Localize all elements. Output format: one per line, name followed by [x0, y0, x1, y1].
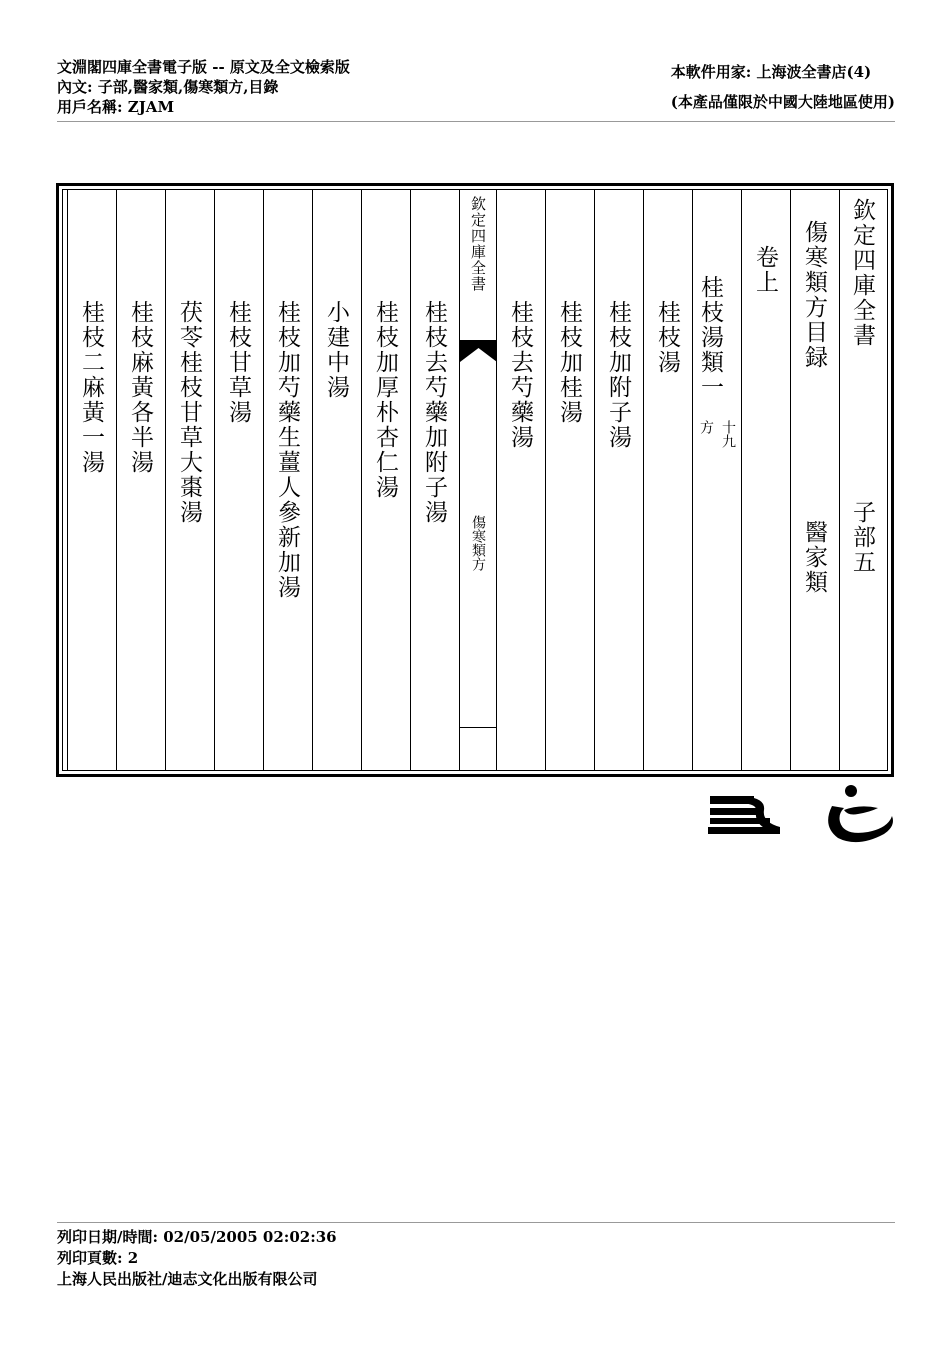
column-item	[165, 190, 214, 770]
publisher-names: 上海人民出版社/迪志文化出版有限公司	[57, 1270, 318, 1288]
column-item	[643, 190, 692, 770]
column-item	[594, 190, 643, 770]
publisher-swirl-logo-icon	[818, 782, 898, 848]
footer	[57, 1227, 337, 1290]
header-content-path: 內文: 子部,醫家類,傷寒類方,目錄	[57, 78, 279, 96]
item-entry: 桂枝加芍藥生薑人參新加湯	[274, 300, 300, 600]
item-entry: 桂枝甘草湯	[225, 300, 251, 425]
item-entry: 桂枝去芍藥湯	[507, 300, 533, 450]
print-page-count: 列印頁數: 2	[57, 1249, 139, 1267]
center-lower-rule	[460, 727, 496, 728]
footer-divider	[57, 1222, 895, 1223]
category-label: 醫家類	[801, 520, 827, 595]
column-book-title	[839, 190, 887, 770]
center-title: 欽定四庫全書	[469, 196, 487, 292]
item-entry: 桂枝加厚朴杏仁湯	[372, 300, 398, 500]
page-frame	[56, 183, 894, 777]
section-label: 子部五	[849, 500, 875, 575]
column-item	[545, 190, 594, 770]
header-right	[671, 62, 895, 112]
center-fold-column	[459, 190, 496, 770]
column-item	[67, 190, 116, 770]
print-datetime: 列印日期/時間: 02/05/2005 02:02:36	[57, 1228, 337, 1246]
fish-tail-mark	[460, 340, 497, 362]
item-entry: 桂枝加桂湯	[556, 300, 582, 425]
column-item	[496, 190, 545, 770]
column-item	[361, 190, 410, 770]
column-work-title	[790, 190, 839, 770]
center-subtitle: 傷寒類方	[470, 515, 486, 571]
work-title: 傷寒類方目録	[801, 220, 827, 370]
header-username: 用戶名稱: ZJAM	[57, 98, 175, 116]
column-item	[312, 190, 361, 770]
header-left	[57, 57, 350, 117]
publisher-book-logo-icon	[706, 782, 790, 838]
column-item	[214, 190, 263, 770]
item-entry: 桂枝湯	[654, 300, 680, 375]
item-entry: 茯苓桂枝甘草大棗湯	[176, 300, 202, 525]
header-licensee: 本軟件用家: 上海波全書店(4)	[670, 63, 872, 81]
item-entry: 桂枝二麻黃一湯	[78, 300, 104, 475]
column-group-title	[692, 190, 741, 770]
item-entry: 桂枝麻黃各半湯	[127, 300, 153, 475]
group-note-fang: 方	[698, 420, 714, 434]
column-volume	[741, 190, 790, 770]
column-item	[116, 190, 165, 770]
book-title: 欽定四庫全書	[849, 198, 875, 348]
header-edition: 文淵閣四庫全書電子版 -- 原文及全文檢索版	[57, 58, 350, 76]
header-region-notice: (本產品僅限於中國大陸地區使用)	[670, 93, 895, 111]
column-item	[410, 190, 459, 770]
column-item	[263, 190, 312, 770]
item-entry: 桂枝加附子湯	[605, 300, 631, 450]
volume-label: 卷上	[752, 245, 778, 295]
page-inner-border	[62, 189, 888, 771]
group-title: 桂枝湯類一	[697, 275, 723, 400]
item-entry: 桂枝去芍藥加附子湯	[421, 300, 447, 525]
group-note-count: 十九	[720, 420, 736, 448]
header-divider	[57, 121, 895, 122]
item-entry: 小建中湯	[323, 300, 349, 400]
